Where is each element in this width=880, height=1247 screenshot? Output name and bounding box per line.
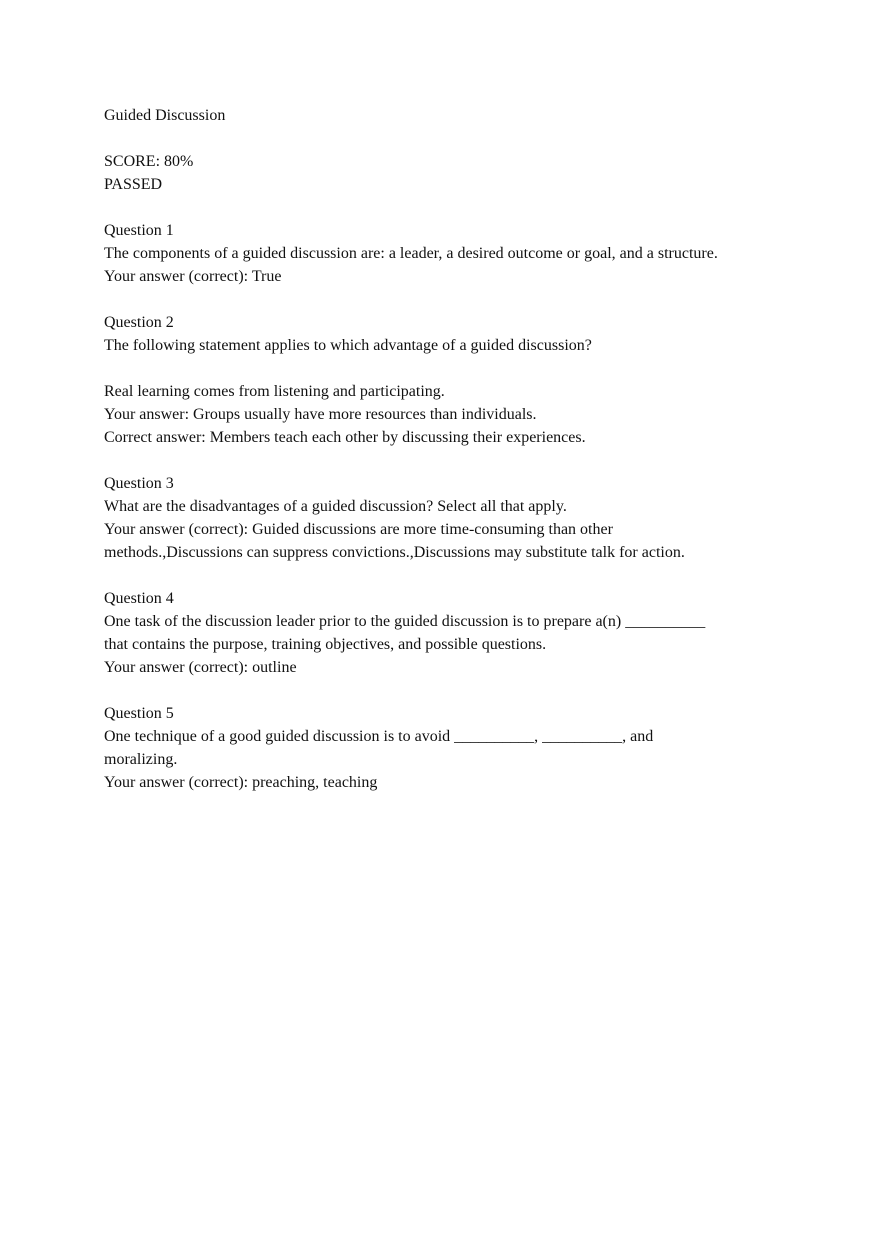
your-answer: Your answer: Groups usually have more resources than individuals. [104,406,537,423]
your-answer: Your answer (correct): True [104,268,282,285]
question-quote: Real learning comes from listening and participating. [104,383,445,400]
page-title: Guided Discussion [104,107,226,124]
question-block-3 [104,472,784,564]
spacer [104,357,784,380]
spacer [104,679,784,702]
question-prompt-line-2: that contains the purpose, training objectives, and possible questions. [104,636,547,653]
question-block-4 [104,587,784,679]
question-block-2 [104,311,784,449]
question-prompt: The following statement applies to which advantage of a guided discussion? [104,337,592,354]
spacer [104,196,784,219]
spacer [104,288,784,311]
question-prompt-line-1: One task of the discussion leader prior to the guided discussion is to prepare a(n) __________ [104,613,706,630]
question-heading: Question 1 [104,222,174,239]
spacer [104,449,784,472]
question-heading: Question 2 [104,314,174,331]
spacer [104,127,784,150]
your-answer-line-2: methods.,Discussions can suppress convictions.,Discussions may substitute talk for action. [104,544,685,561]
question-heading: Question 4 [104,590,174,607]
your-answer: Your answer (correct): outline [104,659,297,676]
question-block-5 [104,702,784,794]
score-text: SCORE: 80% [104,153,194,170]
question-heading: Question 3 [104,475,174,492]
question-prompt-line-2: moralizing. [104,751,178,768]
question-block-1 [104,219,784,288]
your-answer: Your answer (correct): preaching, teaching [104,774,378,791]
question-heading: Question 5 [104,705,174,722]
question-prompt: What are the disadvantages of a guided discussion? Select all that apply. [104,498,567,515]
your-answer-line-1: Your answer (correct): Guided discussions are more time-consuming than other [104,521,613,538]
result-status: PASSED [104,176,163,193]
question-prompt: The components of a guided discussion are: a leader, a desired outcome or goal, and a structure. [104,245,718,262]
question-prompt-line-1: One technique of a good guided discussion is to avoid __________, __________, and [104,728,654,745]
spacer [104,564,784,587]
document-page [104,104,784,794]
correct-answer: Correct answer: Members teach each other by discussing their experiences. [104,429,586,446]
